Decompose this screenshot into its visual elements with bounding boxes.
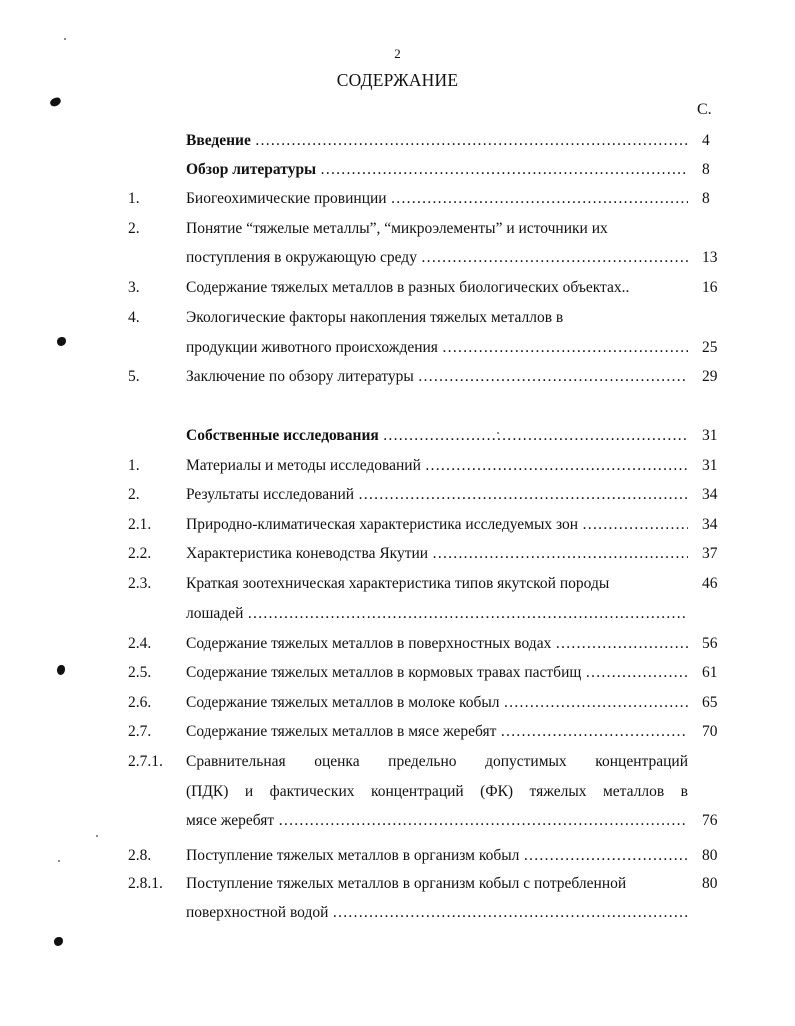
toc-entry-page: 29 bbox=[702, 368, 718, 385]
toc-entry bbox=[0, 337, 795, 359]
toc-entry bbox=[0, 366, 795, 388]
toc-entry-title: Экологические факторы накопления тяжелых металлов в bbox=[186, 309, 564, 326]
toc-entry bbox=[0, 543, 795, 565]
toc-entry-number: 4. bbox=[128, 309, 140, 326]
toc-entry-number: 2.6. bbox=[128, 694, 152, 711]
toc-entry-page: 46 bbox=[702, 575, 718, 592]
toc-entry-title: Биогеохимические провинции ……………………………………………………………………………………………………………………………………………………… bbox=[186, 188, 688, 210]
toc-entry-number: 2.7.1. bbox=[128, 753, 163, 770]
toc-entry bbox=[0, 307, 795, 329]
toc-entry bbox=[0, 514, 795, 536]
toc-entry bbox=[0, 159, 795, 181]
toc-entry-page: 16 bbox=[702, 279, 718, 296]
page-column-label: С. bbox=[697, 101, 712, 118]
toc-entry-number: 2. bbox=[128, 220, 140, 237]
toc-entry-title: Поступление тяжелых металлов в организм кобыл ……………………………………………………………………………………………………………………………………………………… bbox=[186, 845, 688, 867]
toc-entry-page: 80 bbox=[702, 875, 718, 892]
toc-entry-number: 2.7. bbox=[128, 723, 152, 740]
toc-entry-title: Характеристика коневодства Якутии ……………………………………………………………………………………………………………………………………………………… bbox=[186, 543, 688, 565]
toc-entry bbox=[0, 845, 795, 867]
toc-entry-number: 2.8.1. bbox=[128, 875, 163, 892]
toc-entry bbox=[0, 810, 795, 832]
toc-entry-page: 34 bbox=[702, 486, 718, 503]
toc-entry bbox=[0, 781, 795, 803]
toc-entry-number: 2. bbox=[128, 486, 140, 503]
toc-entry bbox=[0, 721, 795, 743]
toc-entry-page: 13 bbox=[702, 249, 718, 266]
toc-entry-title: Результаты исследований ……………………………………………………………………………………………………………………………………………………… bbox=[186, 484, 688, 506]
scan-speck bbox=[58, 860, 60, 862]
toc-entry-title: Содержание тяжелых металлов в кормовых травах пастбищ ……………………………………………………………………………………………………………………………………………………… bbox=[186, 662, 688, 684]
toc-entry-title: Природно-климатическая характеристика исследуемых зон ……………………………………………………………………………………………………………………………………………………… bbox=[186, 514, 688, 536]
toc-entry-title: поверхностной водой ……………………………………………………………………………………………………………………………………………………… bbox=[186, 902, 688, 924]
toc-entry-title: Собственные исследования ……………………………………………………………………………………………………………………………………………………… bbox=[186, 425, 688, 447]
toc-entry-number: 1. bbox=[128, 457, 140, 474]
toc-entry-number: 2.8. bbox=[128, 847, 152, 864]
toc-entry-title: продукции животного происхождения ……………………………………………………………………………………………………………………………………………………… bbox=[186, 337, 688, 359]
toc-entry-title: Заключение по обзору литературы ……………………………………………………………………………………………………………………………………………………… bbox=[186, 366, 688, 388]
toc-entry-page: 65 bbox=[702, 694, 718, 711]
toc-entry-page: 4 bbox=[702, 132, 710, 149]
toc-entry-number: 2.3. bbox=[128, 575, 152, 592]
scan-speck bbox=[96, 835, 98, 837]
toc-entry-page: 31 bbox=[702, 427, 718, 444]
toc-entry-page: 80 bbox=[702, 847, 718, 864]
toc-entry bbox=[0, 662, 795, 684]
toc-entry bbox=[0, 484, 795, 506]
toc-entry-number: 1. bbox=[128, 190, 140, 207]
toc-entry-page: 25 bbox=[702, 339, 718, 356]
toc-entry bbox=[0, 277, 795, 299]
toc-entry bbox=[0, 873, 795, 895]
toc-entry-number: 2.5. bbox=[128, 664, 152, 681]
toc-entry bbox=[0, 633, 795, 655]
toc-entry-page: 8 bbox=[702, 161, 710, 178]
toc-entry-title: (ПДК) и фактических концентраций (ФК) тяжелых металлов в bbox=[186, 783, 688, 800]
page-title: СОДЕРЖАНИЕ bbox=[336, 70, 459, 90]
toc-entry bbox=[0, 603, 795, 625]
toc-entry bbox=[0, 425, 795, 447]
toc-entry bbox=[0, 130, 795, 152]
toc-entry-title: Содержание тяжелых металлов в молоке кобыл ……………………………………………………………………………………………………………………………………………………… bbox=[186, 692, 688, 714]
toc-entry-title: мясе жеребят ……………………………………………………………………………………………………………………………………………………… bbox=[186, 810, 688, 832]
toc-entry-page: 34 bbox=[702, 516, 718, 533]
toc-entry bbox=[0, 247, 795, 269]
toc-entry-page: 31 bbox=[702, 457, 718, 474]
toc-entry-title: Введение ……………………………………………………………………………………………………………………………………………………… bbox=[186, 130, 688, 152]
toc-entry bbox=[0, 188, 795, 210]
toc-entry-number: 3. bbox=[128, 279, 140, 296]
toc-entry-number: 5. bbox=[128, 368, 140, 385]
toc-entry-page: 70 bbox=[702, 723, 718, 740]
toc-entry-title: Содержание тяжелых металлов в мясе жеребят ……………………………………………………………………………………………………………………………………………………… bbox=[186, 721, 688, 743]
toc-entry-page: 8 bbox=[702, 190, 710, 207]
scan-speck bbox=[64, 38, 66, 40]
toc-entry bbox=[0, 902, 795, 924]
toc-entry bbox=[0, 455, 795, 477]
toc-entry bbox=[0, 218, 795, 240]
toc-entry-number: 2.4. bbox=[128, 635, 152, 652]
toc-entry-title: Материалы и методы исследований ……………………………………………………………………………………………………………………………………………………… bbox=[186, 455, 688, 477]
toc-entry-title: Содержание тяжелых металлов в поверхностных водах ……………………………………………………………………………………………………………………………………………………… bbox=[186, 633, 688, 655]
toc-entry-page: 76 bbox=[702, 812, 718, 829]
toc-entry-title: Понятие “тяжелые металлы”, “микроэлементы” и источники их bbox=[186, 220, 608, 237]
toc-entry-title: Краткая зоотехническая характеристика типов якутской породы bbox=[186, 575, 610, 592]
toc-entry bbox=[0, 751, 795, 773]
page-number: 2 bbox=[394, 46, 401, 61]
scan-speck bbox=[497, 432, 499, 434]
toc-entry-title: лошадей ……………………………………………………………………………………………………………………………………………………… bbox=[186, 603, 688, 625]
toc-entry-page: 37 bbox=[702, 545, 718, 562]
toc-entry-page: 61 bbox=[702, 664, 718, 681]
toc-entry-title: поступления в окружающую среду ……………………………………………………………………………………………………………………………………………………… bbox=[186, 247, 688, 269]
toc-entry-title: Поступление тяжелых металлов в организм кобыл с потребленной bbox=[186, 875, 627, 892]
toc-entry-page: 56 bbox=[702, 635, 718, 652]
toc-entry-title: Сравнительная оценка предельно допустимых концентраций bbox=[186, 753, 688, 770]
toc-entry bbox=[0, 573, 795, 595]
toc-entry-title: Обзор литературы ……………………………………………………………………………………………………………………………………………………… bbox=[186, 159, 688, 181]
toc-entry-number: 2.1. bbox=[128, 516, 152, 533]
toc-entry bbox=[0, 692, 795, 714]
toc-entry-title: Содержание тяжелых металлов в разных биологических объектах.. bbox=[186, 279, 630, 296]
toc-entry-number: 2.2. bbox=[128, 545, 152, 562]
